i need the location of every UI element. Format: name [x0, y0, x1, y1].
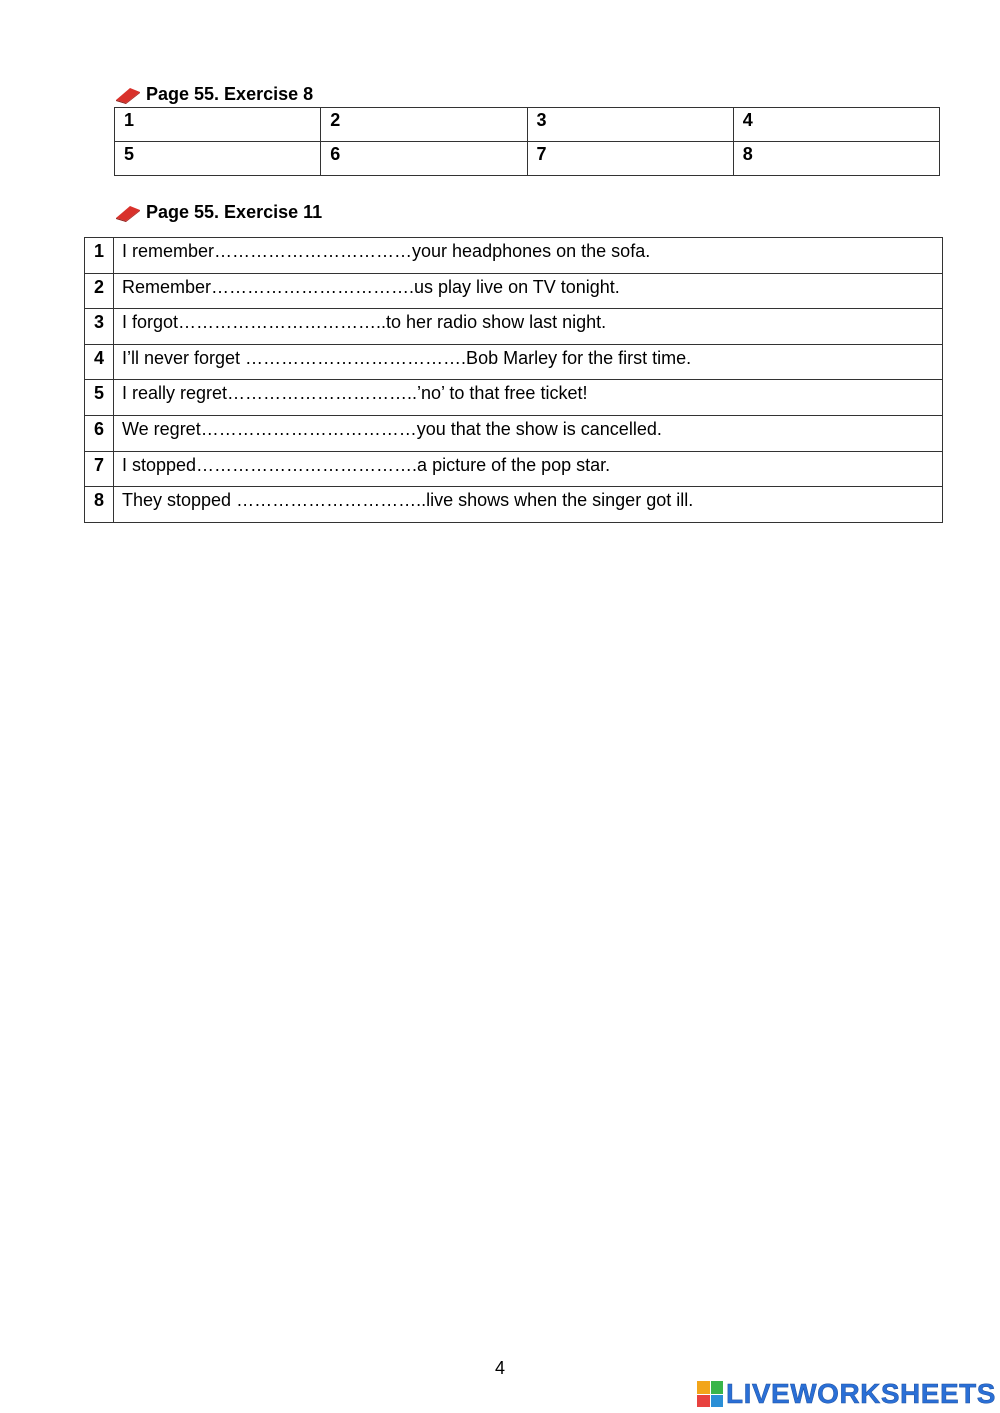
answer-cell[interactable]: 8	[733, 142, 939, 176]
answer-cell[interactable]: 7	[527, 142, 733, 176]
row-number: 8	[85, 487, 114, 523]
answer-cell[interactable]: 4	[733, 108, 939, 142]
sentence-text[interactable]: I remember……………………………your headphones on the sofa.	[114, 238, 943, 274]
sentence-text[interactable]: I really regret…………………………..’no’ to that free ticket!	[114, 380, 943, 416]
book-icon	[114, 86, 142, 104]
table-row	[85, 487, 943, 523]
row-number: 5	[85, 380, 114, 416]
sentence-text[interactable]: We regret………………………………you that the show is cancelled.	[114, 415, 943, 451]
answer-cell[interactable]: 3	[527, 108, 733, 142]
row-number: 6	[85, 415, 114, 451]
table-row	[85, 380, 943, 416]
answer-cell[interactable]: 1	[115, 108, 321, 142]
exercise-8-heading	[114, 84, 313, 105]
exercise-8-answer-grid	[114, 107, 940, 176]
answer-cell[interactable]: 2	[321, 108, 527, 142]
table-row	[85, 273, 943, 309]
table-row	[85, 415, 943, 451]
row-number: 1	[85, 238, 114, 274]
row-number: 3	[85, 309, 114, 345]
answer-cell[interactable]: 5	[115, 142, 321, 176]
logo-grid-icon	[697, 1381, 723, 1407]
table-row	[85, 238, 943, 274]
page-number: 4	[494, 1358, 505, 1378]
row-number: 2	[85, 273, 114, 309]
exercise-11-title: Page 55. Exercise 11	[146, 202, 323, 222]
sentence-text[interactable]: They stopped …………………………..live shows when the singer got ill.	[114, 487, 943, 523]
sentence-text[interactable]: I’ll never forget ……………………………….Bob Marley for the first time.	[114, 344, 943, 380]
table-row	[85, 451, 943, 487]
table-row	[115, 142, 940, 176]
liveworksheets-logo[interactable]	[697, 1378, 996, 1410]
table-row	[85, 344, 943, 380]
row-number: 7	[85, 451, 114, 487]
sentence-text[interactable]: Remember…………………………….us play live on TV tonight.	[114, 273, 943, 309]
brand-wordmark: LIVEWORKSHEETS	[726, 1378, 996, 1409]
sentence-text[interactable]: I stopped……………………………….a picture of the pop star.	[114, 451, 943, 487]
answer-cell[interactable]: 6	[321, 142, 527, 176]
book-icon	[114, 204, 142, 222]
table-row	[115, 108, 940, 142]
row-number: 4	[85, 344, 114, 380]
sentence-text[interactable]: I forgot……………………………..to her radio show last night.	[114, 309, 943, 345]
exercise-11-sentences	[84, 237, 943, 523]
table-row	[85, 309, 943, 345]
exercise-11-heading	[114, 202, 322, 223]
exercise-8-title: Page 55. Exercise 8	[146, 84, 314, 104]
